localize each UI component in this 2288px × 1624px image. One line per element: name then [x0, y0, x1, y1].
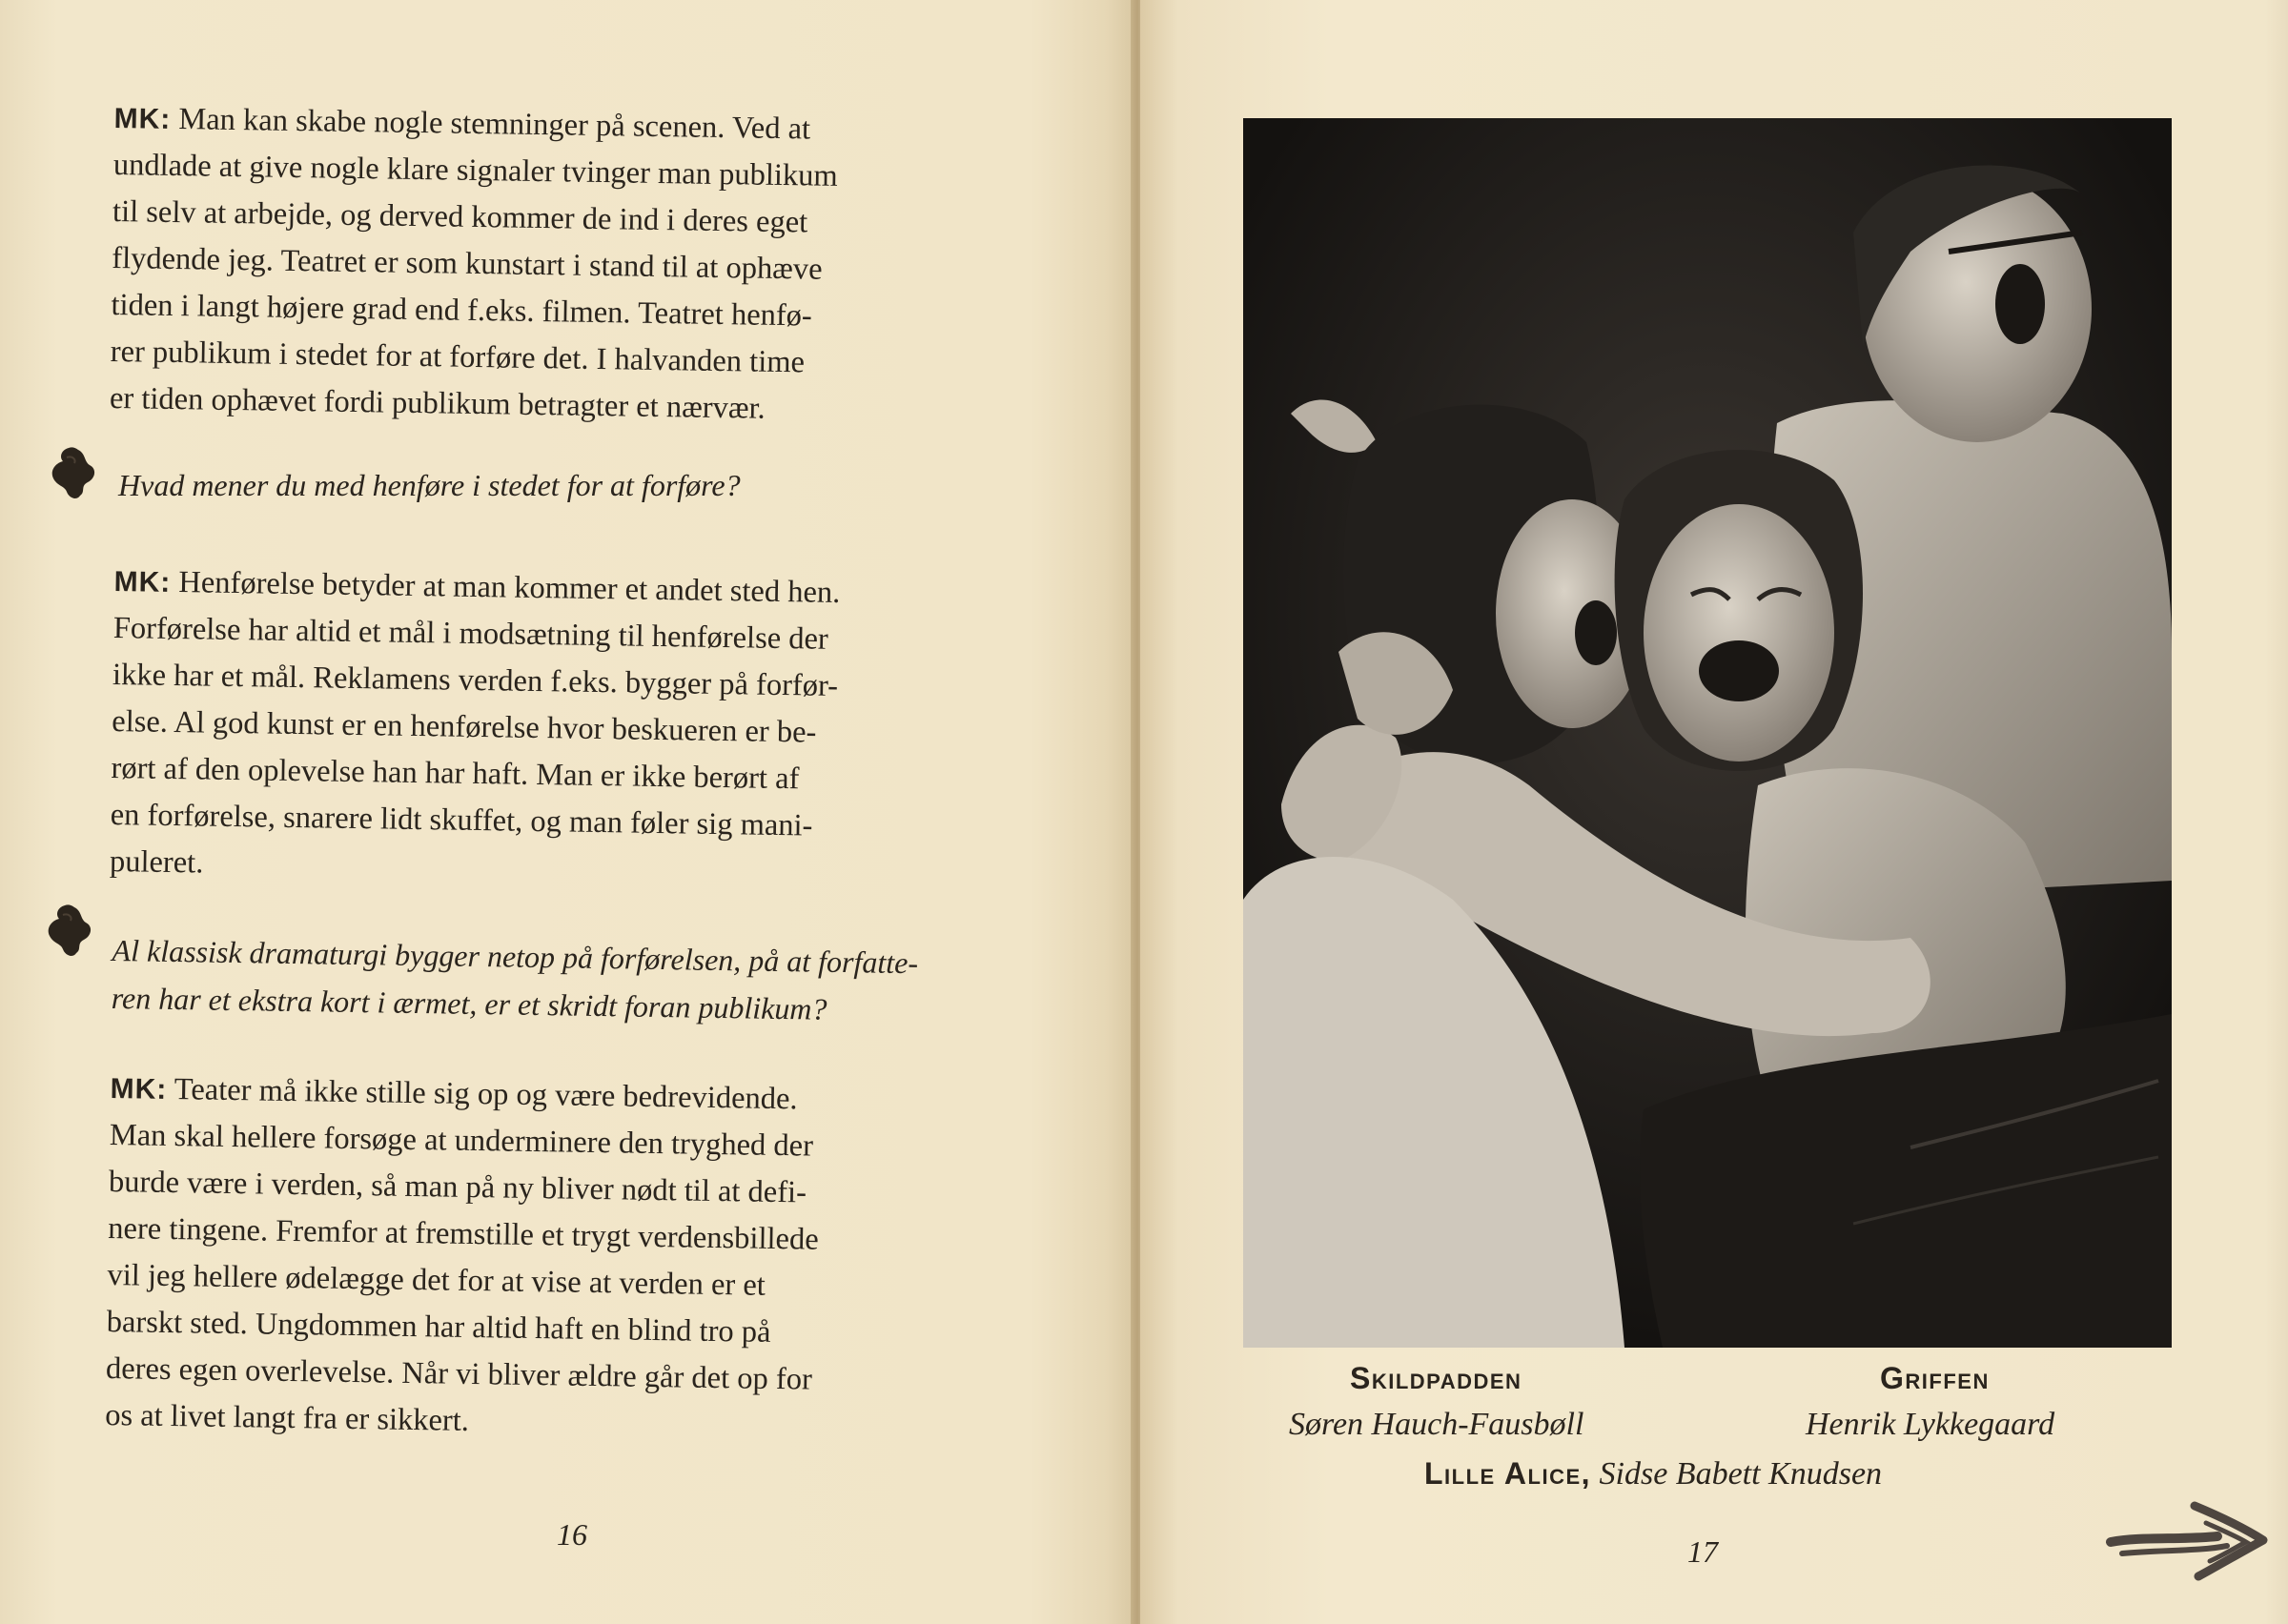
answer-2-line-7: puleret. [109, 843, 204, 881]
page-number-right: 17 [1687, 1534, 1718, 1569]
answer-1-line-7: er tiden ophævet fordi publikum betragter et nærvær. [109, 380, 766, 426]
left-page [0, 0, 1134, 1624]
answer-2-line-5: rørt af den oplevelse han har haft. Man er ikke berørt af [111, 750, 800, 797]
hand-drawn-arrow-icon[interactable] [2103, 1492, 2271, 1589]
stage-photo [1243, 118, 2172, 1348]
question-1: Hvad mener du med henføre i stedet for at forføre? [118, 468, 741, 502]
answer-3-line-3: burde være i verden, så man på ny bliver nødt til at defi- [108, 1164, 807, 1210]
answer-3-line-2: Man skal hellere forsøge at underminere den tryghed der [109, 1117, 814, 1164]
question-2 [111, 926, 1065, 1037]
answer-1-line-2: undlade at give nogle klare signaler tvinger man publikum [112, 147, 838, 193]
caption-actor-2: Henrik Lykkegaard [1806, 1407, 2055, 1442]
answer-2-line-3: ikke har et mål. Reklamens verden f.eks. bygger på forfør- [112, 657, 839, 703]
answer-1-line-5: tiden i langt højere grad end f.eks. filmen. Teatret henfø- [111, 287, 813, 334]
interview-answer-3 [105, 1066, 1064, 1454]
speaker-label: MK: [110, 1072, 168, 1106]
question-2-line-1: Al klassisk dramaturgi bygger netop på forførelsen, på at forfatte- [112, 932, 919, 981]
speaker-label: MK: [113, 565, 172, 599]
ink-blot-icon [44, 902, 95, 961]
caption-role-1: Skildpadden [1350, 1361, 1522, 1395]
answer-2-line-6: en forførelse, snarere lidt skuffet, og man føler sig mani- [110, 797, 813, 843]
answer-3-line-7: deres egen overlevelse. Når vi bliver ældre går det op for [105, 1350, 813, 1397]
caption-role-2: Griffen [1880, 1361, 1990, 1395]
caption-role-3: Lille Alice, [1424, 1456, 1592, 1491]
answer-2-line-1: MK: Henførelse betyder at man kommer et andet sted hen. [113, 565, 841, 610]
answer-3-line-1: MK: Teater må ikke stille sig op og være bedrevidende. [110, 1072, 798, 1117]
speaker-label: MK: [113, 102, 172, 135]
interview-answer-2 [110, 558, 1068, 901]
answer-1-line-4: flydende jeg. Teatret er som kunstart i stand til at ophæve [112, 240, 823, 287]
answer-1-line-1: MK: Man kan skabe nogle stemninger på scenen. Ved at [113, 102, 811, 147]
answer-2-line-2: Forførelse har altid et mål i modsætning til henførelse der [112, 610, 829, 657]
page-number-left: 16 [557, 1517, 587, 1552]
answer-3-line-5: vil jeg hellere ødelægge det for at vise at verden er et [107, 1257, 766, 1303]
answer-3-line-6: barskt sted. Ungdommen har altid haft en blind tro på [106, 1304, 771, 1350]
caption-line-3 [1424, 1456, 1882, 1492]
caption-actor-1: Søren Hauch-Fausbøll [1289, 1407, 1584, 1442]
answer-2-line-4: else. Al god kunst er en henførelse hvor beskueren er be- [112, 703, 817, 750]
answer-3-line-4: nere tingene. Fremfor at fremstille et trygt verdensbillede [108, 1210, 819, 1257]
answer-1-line-6: rer publikum i stedet for at forføre det. I halvanden time [110, 334, 806, 380]
answer-3-line-8: os at livet langt fra er sikkert. [104, 1397, 470, 1438]
interview-answer-1 [110, 95, 1068, 437]
caption-actor-3: Sidse Babett Knudsen [1599, 1456, 1883, 1492]
answer-1-line-3: til selv at arbejde, og derved kommer de ind i deres eget [112, 193, 808, 240]
ink-blot-icon [48, 444, 99, 503]
question-2-line-2: ren har et ekstra kort i ærmet, er et skridt foran publikum? [111, 980, 827, 1026]
